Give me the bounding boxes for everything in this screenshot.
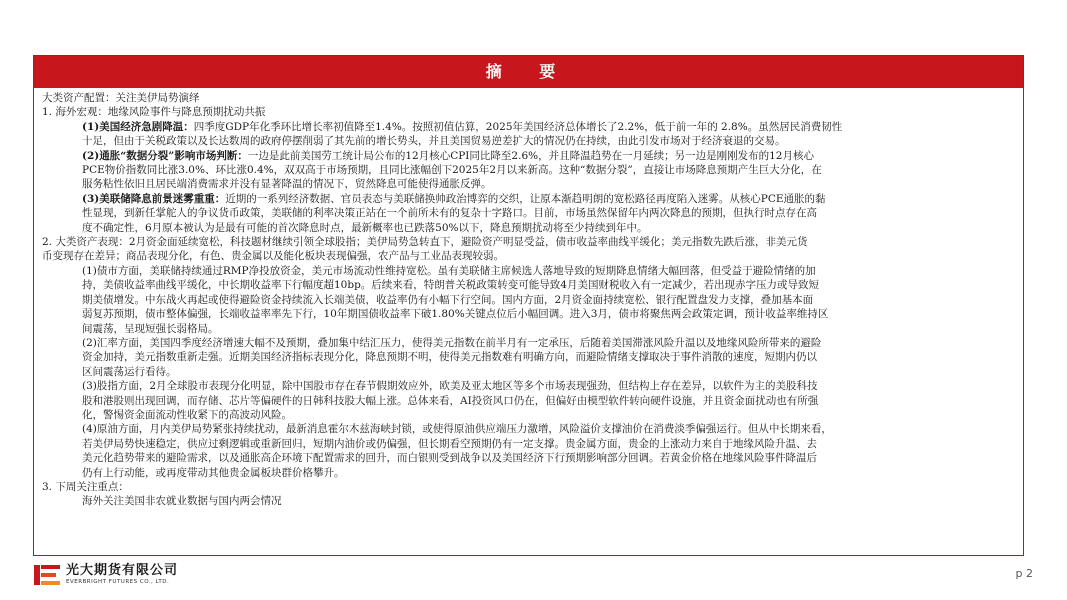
bond-line-5: 间震荡，呈现短强长弱格局。 — [82, 322, 219, 335]
paragraph-2-line-2: PCE物价指数同比涨3.0%、环比涨0.4%，双双高于市场预期，且同比涨幅创下2025年2月以来新高。这种“数据分裂”，直接让市场降息预期产生巨大分化，在 — [82, 164, 822, 177]
paragraph-3-line-3: 度不确定性，6月原本被认为是最有可能的首次降息时点，最新概率也已跌落50%以下，降息预期扰动将至少持续到年中。 — [82, 221, 648, 234]
paragraph-1-line-1: 四季度GDP年化季环比增长率初值降至1.4%。按照初值估算，2025年美国经济总体增长了2.2%，低于前一年的 2.8%。虽然居民消费韧性 — [193, 120, 843, 133]
paragraph-3-line-2: 性显现，到新任掌舵人的争议货币政策，美联储的利率决策正站在一个前所未有的复杂十字路口。目前，市场虽然保留年内两次降息的预期，但执行时点存在高 — [82, 207, 817, 220]
commodity-line-1: (4)原油方面，月内美伊局势紧张持续扰动，最新消息霍尔木兹海峡封锁，或使得原油供应端压力激增，风险溢价支撑油价在消费淡季偏强运行。但从中长期来看， — [82, 423, 832, 436]
equity-line-1: (3)股指方面，2月全球股市表现分化明显，除中国股市存在春节假期效应外，欧美及亚太地区等多个市场表现强劲，但结构上存在差异，以软件为主的美股科技 — [82, 380, 818, 393]
section-1-heading: 1. 海外宏观：地缘风险事件与降息预期扰动共振 — [42, 106, 266, 119]
equity-line-2: 股和港股则出现回调，而存储、芯片等偏硬件的日韩科技股大幅上涨。总体来看，AI投资风口仍在，但偏好由模型软件转向硬件设施，并且资金面扰动也有所强 — [82, 394, 819, 407]
bond-line-3: 期美债增发。中东战火再起或使得避险资金持续流入长端美债，收益率仍有小幅下行空间。国内方面，2月资金面持续宽松、银行配置盘发力支撑，叠加基本面 — [82, 293, 814, 306]
paragraph-1-heading: (1)美国经济急剧降温： — [82, 120, 194, 133]
fx-line-2: 资金加持，美元指数重新走强。近期美国经济指标表现分化，降息预期不明，使得美元指数难有明确方向，而避险情绪支撑取决于事件消散的速度，短期内仍以 — [82, 351, 817, 364]
section-3-item — [42, 494, 1015, 508]
paragraph-3 — [42, 192, 1015, 235]
commodity-line-4: 仍有上行动能，或再度带动其他贵金属板块群价格攀升。 — [82, 466, 345, 479]
bond-line-2: 持，美债收益率曲线平缓化，中长期收益率下行幅度超10bp。后续来看，特朗普关税政策转变可能导致4月美国财税收入有一定减少，若出现赤字压力或导致短 — [82, 279, 819, 292]
equity-line-3: 化，警惕资金面流动性收紧下的高波动风险。 — [82, 408, 292, 421]
company-name-cn: 光大期货有限公司 — [66, 563, 179, 578]
paragraph-2 — [42, 149, 1015, 192]
summary-frame — [33, 55, 1024, 556]
fx-line-3: 区间震荡运行看待。 — [82, 365, 177, 378]
commodity-line-3: 美元化趋势带来的避险需求，以及通胀高企环境下配置需求的回升，而白银则受到战争以及美国经济下行预期影响部分回调。若黄金价格在地缘风险事件降温后 — [82, 452, 817, 465]
commodity-paragraph — [42, 422, 1015, 480]
commodity-line-2: 若美伊局势快速稳定，供应过剩逻辑或重新回归，短期内油价或仍偏强，但长期看空预期仍有一定支撑。贵金属方面，贵金的上涨动力来自于地缘风险升温、去 — [82, 437, 817, 450]
paragraph-2-line-3: 服务粘性依旧且居民端消费需求并没有显著降温的情况下，贸然降息可能使得通胀反弹。 — [82, 178, 492, 191]
section-3-heading: 3. 下周关注重点： — [42, 480, 129, 493]
page-number: p 2 — [1015, 567, 1033, 580]
fx-paragraph — [42, 336, 1015, 379]
section-2-line-1: 2. 大类资产表现：2月资金面延续宽松，科技题材继续引领全球股指；美伊局势急转直下，避险资产明显受益，债市收益率曲线平缓化；美元指数先跌后涨，非美元货 — [42, 236, 808, 249]
paragraph-3-heading: (3)美联储降息前景迷雾重重： — [82, 192, 226, 205]
company-logo — [34, 563, 178, 587]
section-3-item-text: 海外关注美国非农就业数据与国内两会情况 — [82, 495, 282, 508]
bond-line-1: (1)债市方面，美联储持续通过RMP净投放资金，美元市场流动性维持宽松。虽有美联储主席候选人落地导致的短期降息情绪大幅回落，但受益于避险情绪的加 — [82, 264, 816, 277]
everbright-logo-icon — [34, 563, 60, 587]
paragraph-1 — [42, 120, 1015, 149]
paragraph-3-line-1: 近期的一系列经济数据、官员表态与美联储换帅政治博弈的交织，让原本渐趋明朗的宽松路径再度陷入迷雾。从核心PCE通胀的黏 — [225, 192, 826, 205]
intro-line: 大类资产配置：关注美伊局势演绎 — [42, 92, 200, 104]
paragraph-2-heading: (2)通胀“数据分裂”影响市场判断： — [82, 149, 248, 162]
bond-paragraph — [42, 264, 1015, 336]
bond-line-4: 弱复苏预期，债市整体偏强，长端收益率率先下行，10年期国债收益率下破1.80%关键点位后小幅回调。进入3月，债市将聚焦两会政策定调，预计收益率维持区 — [82, 308, 829, 321]
company-name-en: EVERBRIGHT FUTURES CO., LTD. — [66, 579, 170, 585]
summary-content — [34, 88, 1023, 509]
paragraph-1-line-2: 十足，但由于关税政策以及长达数周的政府停摆削弱了其先前的增长势头，并且美国贸易逆差扩大的情况仍在持续，由此引发市场对于经济衰退的交易。 — [82, 135, 786, 148]
summary-title: 摘 要 — [34, 56, 1023, 88]
section-2-line-2: 币变现存在差异；商品表现分化，有色、贵金属以及能化板块表现偏强，农产品与工业品表现较弱。 — [42, 250, 504, 263]
fx-line-1: (2)汇率方面，美国四季度经济增速大幅不及预期，叠加集中结汇压力，使得美元指数在前半月有一定承压，后随着美国滞涨风险升温以及地缘风险所带来的避险 — [82, 336, 822, 349]
paragraph-2-line-1: 一边是此前美国劳工统计局公布的12月核心CPI同比降至2.6%，并且降温趋势在一月延续；另一边是刚刚发布的12月核心 — [247, 149, 814, 162]
equity-paragraph — [42, 379, 1015, 422]
